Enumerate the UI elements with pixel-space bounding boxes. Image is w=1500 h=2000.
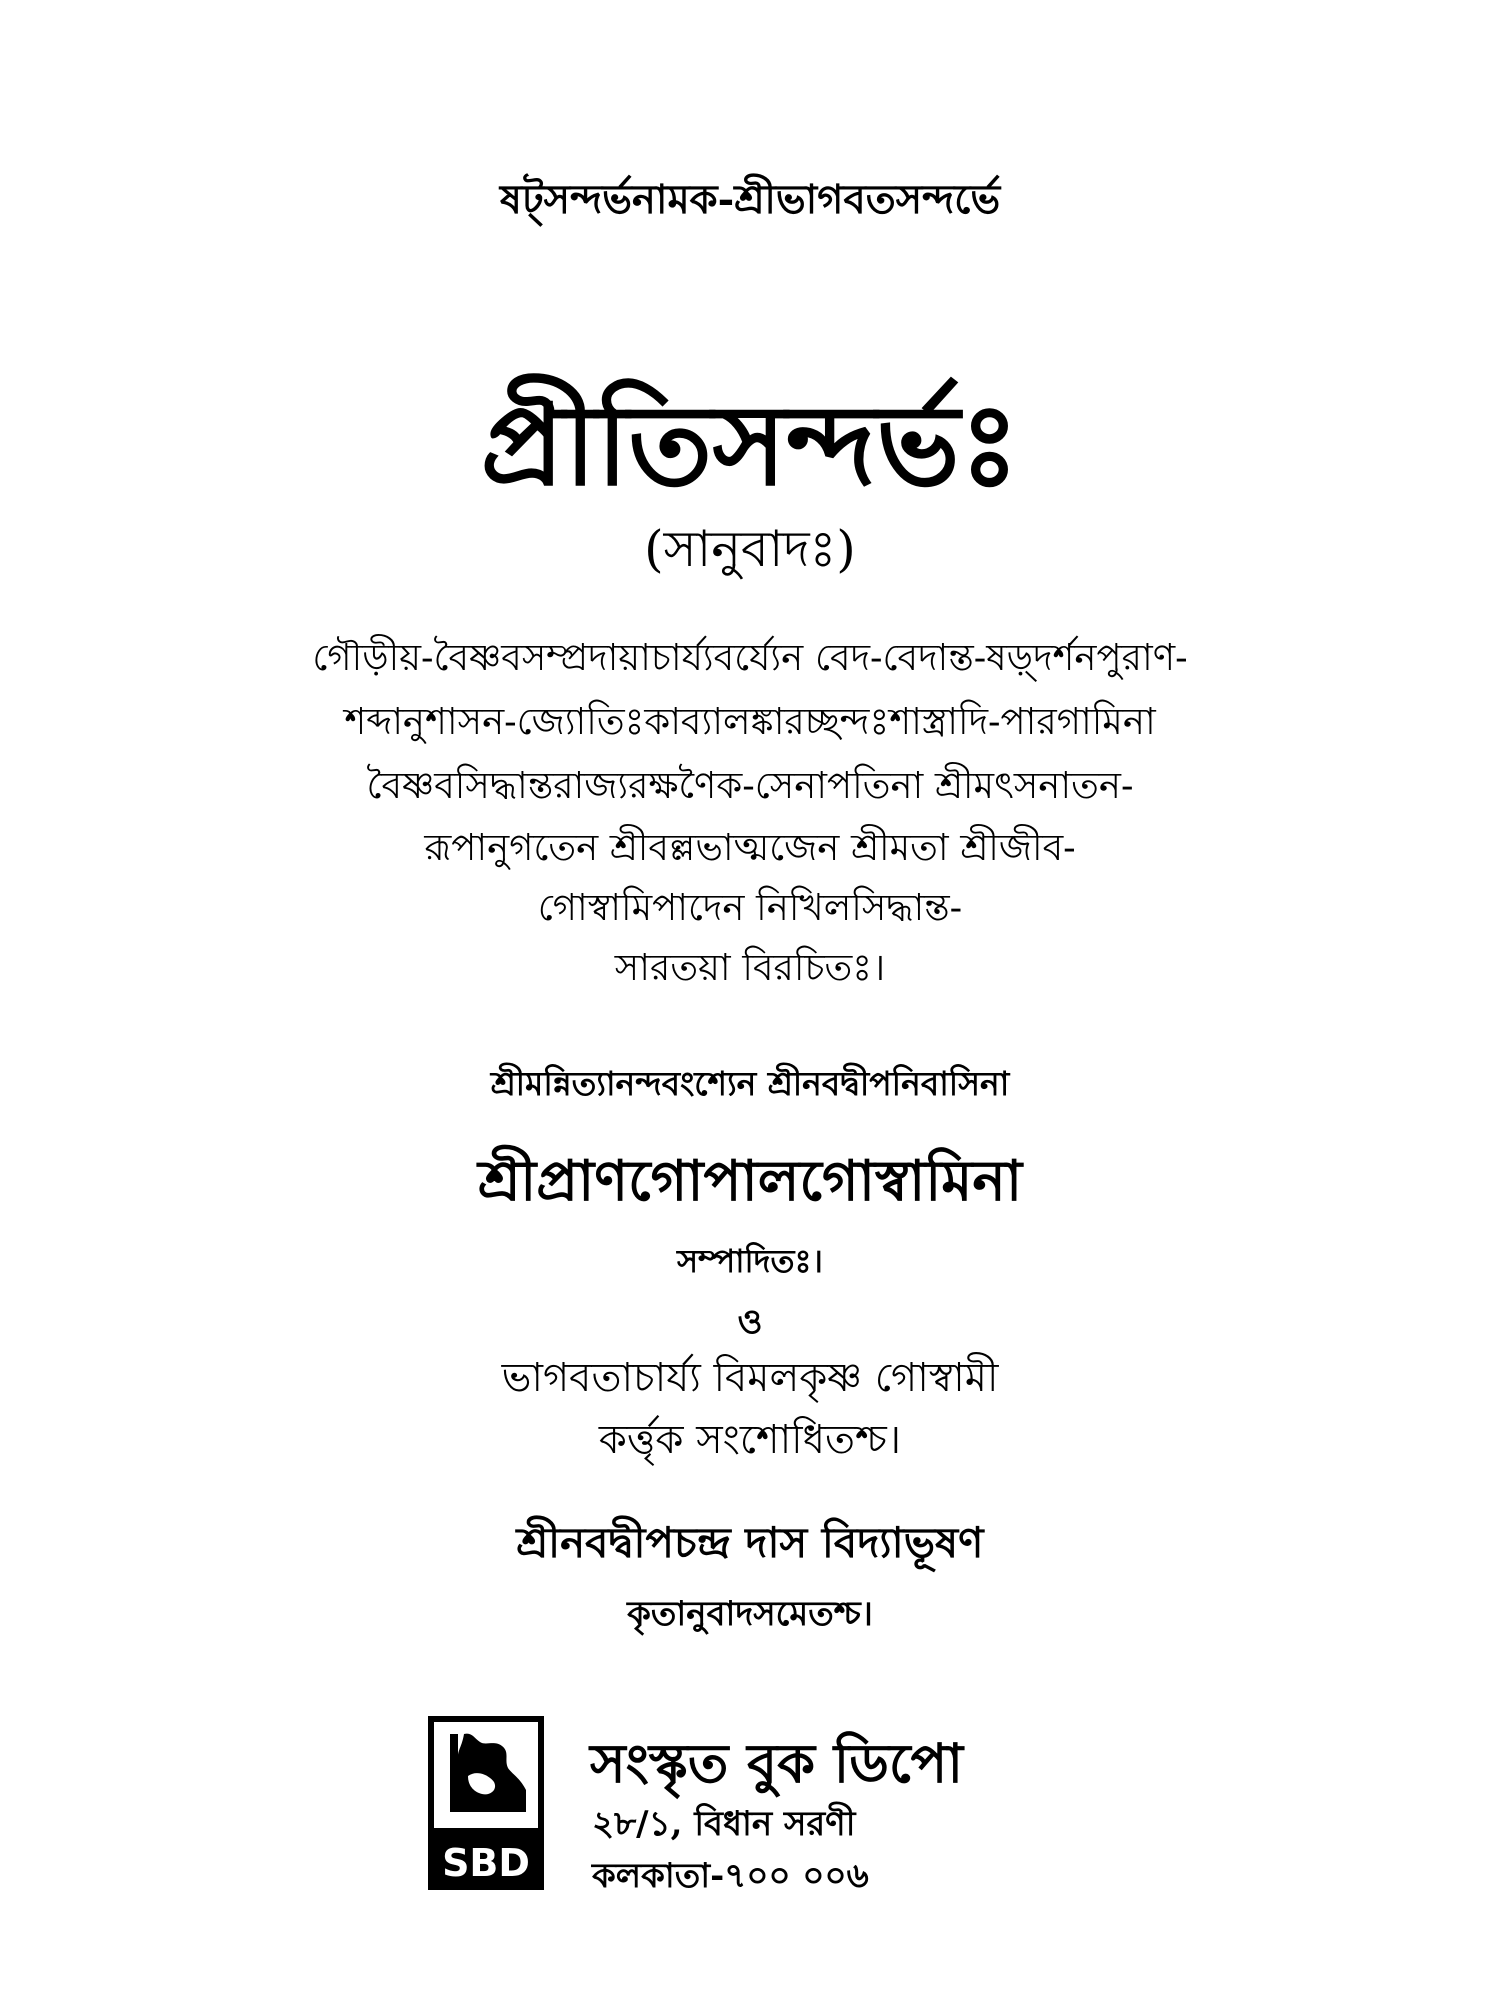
description-line: রূপানুগতেন শ্রীবল্লভাত্মজেন শ্রীমতা শ্রীজীব- [424,826,1076,869]
edited-label: সম্পাদিতঃ। [677,1242,823,1280]
publisher-address-line: ২৮/১, বিধান সরণী [592,1804,856,1844]
conjunction: ও [737,1302,763,1342]
description-line: গোস্বামিপাদেন নিখিলসিদ্ধান্ত- [537,886,963,929]
publisher-name: সংস্কৃত বুক ডিপো [590,1731,963,1795]
revised-label: কর্ত্তৃক সংশোধিতশ্চ। [598,1417,902,1463]
description-line: বৈষ্ণবসিদ্ধান্তরাজ্যরক্ষণৈক-সেনাপতিনা শ্রীমৎসনাতন- [366,764,1134,807]
book-subtitle: (সানুবাদঃ) [644,520,856,578]
series-line: ষট্‌সন্দর্ভনামক-শ্রীভাগবতসন্দর্ভে [499,176,1001,223]
description-line: গৌড়ীয়-বৈষ্ণবসম্প্রদায়াচার্য্যবর্য্যেন বেদ-বেদান্ত-ষড়্দর্শনপুরাণ- [312,636,1188,679]
translated-label: কৃতানুবাদসমেতশ্চ। [627,1594,873,1634]
translator-name: শ্রীনবদ্বীপচন্দ্র দাস বিদ্যাভূষণ [516,1518,984,1567]
publisher-address-line: কলকাতা-৭০০ ০০৬ [592,1856,869,1896]
editor-lineage: শ্রীমন্নিত্যানন্দবংশ্যেন শ্রীনবদ্বীপনিবাসিনা [490,1064,1010,1103]
description-line: শব্দানুশাসন-জ্যোতিঃকাব্যালঙ্কারচ্ছন্দঃশাস্ত্রাদি-পারগামিনা [344,700,1156,743]
editor-name: শ্রীপ্রাণগোপালগোস্বামিনা [477,1148,1023,1214]
sbd-publisher-logo-icon [428,1716,544,1890]
book-title: প্রীতিসন্দর্ভঃ [480,380,1020,511]
logo-text: SBD [442,1841,530,1885]
reviser-name: ভাগবতাচার্য্য বিমলকৃষ্ণ গোস্বামী [501,1355,999,1401]
publisher-block [428,1716,1128,1896]
description-line: সারতয়া বিরচিতঃ। [614,946,886,989]
